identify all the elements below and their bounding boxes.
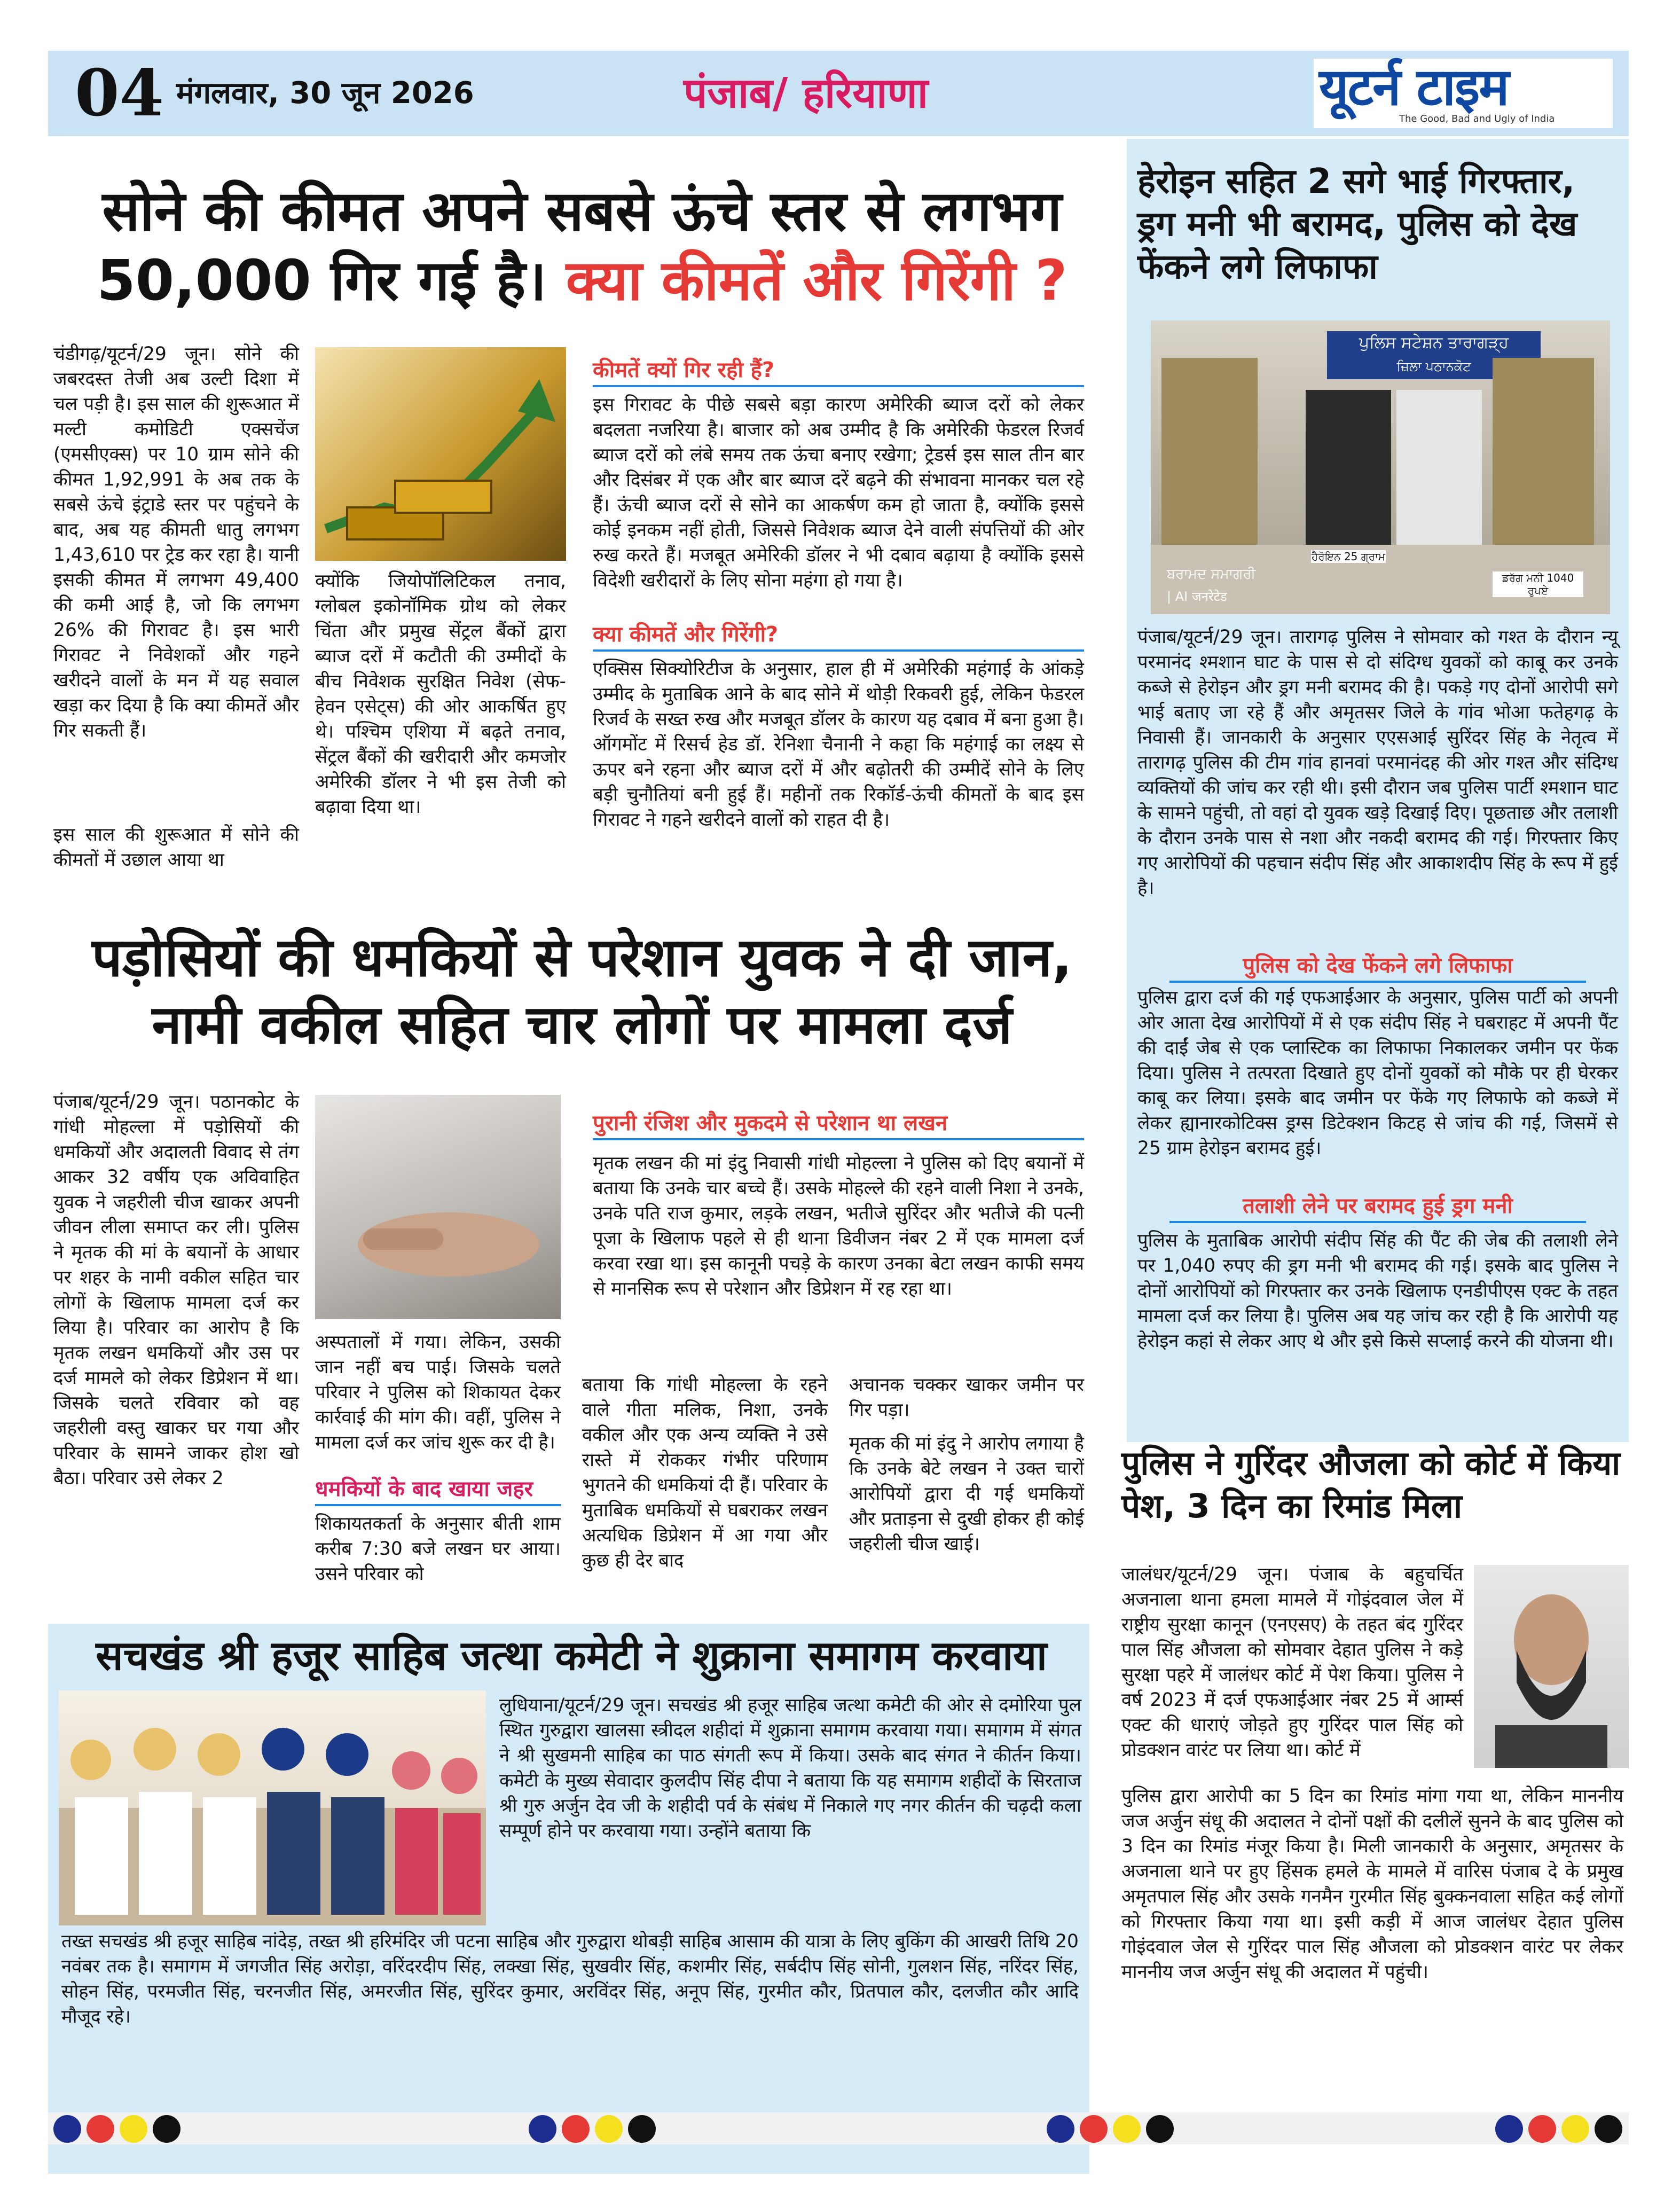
sachkhand-para1: लुधियाना/यूटर्न/29 जून। सचखंड श्री हजूर साहिब जत्था कमेटी की ओर से दमोरिया पुल स्थित गुरुद्वारा खालसा स्त्रीदल शहीदां में शुक्राना समागम करवाया गया। समागम में संगत ने श्री सुखमनी साहिब का पाठ संगती रूप में किया। उसके बाद संगत ने कीर्तन किया। कमेटी के मुख्य सेवादार कुलदीप सिंह दीपा ने बताया कि यह समागम शहीदों के सिरताज श्री गुरु अर्जुन देव जी के शहीदी पर्व के संबंध में निकाले गए नगर कीर्तन की चढ़दी कला सम्पूर्ण होने पर करवाया गया। उन्होंने बताया कि <box>499 1695 1081 1842</box>
heroin-para2: पुलिस द्वारा दर्ज की गई एफआईआर के अनुसार, पुलिस पार्टी को अपनी ओर आता देख आरोपियों में से एक संदीप सिंह ने घबराहट में अपनी पैंट की दाईं जेब से एक प्लास्टिक का लिफाफा निकालकर जमीन पर फेंक दिया। पुलिस ने तत्परता दिखाते हुए दोनों युवकों को मौके पर ही घेरकर काबू कर लिया। इसके बाद जमीन पर फेंके गए लिफाफे को कब्जे में लेकर ह्यानारकोटिक्स ड्रग्स डिटेक्शन किटह से जांच की गई, जिसमें से 25 ग्राम हेरोइन बरामद हुई। <box>1137 987 1618 1159</box>
heroin-sub2: तलाशी लेने पर बरामद हुई ड्रग मनी <box>1169 1191 1586 1223</box>
accused-1 <box>1306 390 1391 550</box>
blue-dot-icon <box>53 2115 81 2143</box>
neighbor-headline-line2: नामी वकील सहित चार लोगों पर मामला दर्ज <box>152 993 1012 1056</box>
neighbor-col2: अस्पतालों में गया। लेकिन, उसकी जान नहीं बच पाई। जिसके चलते परिवार ने पुलिस को शिकायत देकर कार्रवाई की मांग की। वहीं, पुलिस ने मामला दर्ज कर जांच शुरू कर दी है। <box>315 1332 561 1453</box>
portrait-icon <box>1474 1565 1629 1768</box>
accused-2 <box>1396 390 1482 550</box>
yellow-dot-icon <box>1113 2115 1141 2143</box>
red-dot-icon <box>87 2115 114 2143</box>
photo-label-heroin: ਹੈਰੋਇਨ 25 ਗ੍ਰਾਮ <box>1312 550 1385 563</box>
black-dot-icon <box>1146 2115 1174 2143</box>
neighbor-sub-old: पुरानी रंजिश और मुकदमे से परेशान था लखन <box>593 1108 1084 1140</box>
sangat-group-photo <box>59 1690 486 1925</box>
section-title: पंजाब/ हरियाणा <box>684 69 929 118</box>
neighbor-col2b: शिकायतकर्ता के अनुसार बीती शाम करीब 7:30 बजे लखन घर आया। उसने परिवार को <box>315 1513 561 1585</box>
aujla-portrait-photo <box>1474 1565 1629 1768</box>
gold-headline-line2-wrap <box>48 246 1116 315</box>
gold-headline-line1: सोने की कीमत अपने सबसे ऊंचे स्तर से लगभग <box>102 178 1062 244</box>
red-dot-icon <box>1528 2115 1556 2143</box>
police-board-title: ਪੁਲਿਸ ਸਟੇਸ਼ਨ ਤਾਰਾਗੜ੍ਹ <box>1359 333 1509 352</box>
registration-dots-center <box>529 2115 689 2152</box>
gold-sub-why: कीमतें क्यों गिर रही हैं? <box>593 355 1084 387</box>
photo-label-money: ਡਰੱਗ ਮਨੀ 1040 ਰੁਪਏ <box>1493 571 1583 597</box>
neighbor-col1: पंजाब/यूटर्न/29 जून। पठानकोट के गांधी मोहल्ला में पड़ोसियों की धमकियों और अदालती विवाद से तंग आकर 32 वर्षीय एक अविवाहित युवक ने जहरीली चीज खाकर अपनी जीवन लीला समाप्त कर ली। पुलिस ने मृतक की मां के बयानों के आधार पर शहर के नामी वकील सहित चार लोगों के खिलाफ मामला दर्ज कर लिया है। परिवार का आरोप है कि मृतक लखन धमकियों और उस पर दर्ज मामले को लेकर डिप्रेशन में था। जिसके चलते रविवार को वह जहरीली वस्तु खाकर घर गया और परिवार के सामने जाकर होश खो बैठा। परिवार उसे लेकर 2 <box>53 1091 299 1489</box>
heroin-para1: पंजाब/यूटर्न/29 जून। तारागढ़ पुलिस ने सोमवार को गश्त के दौरान न्यू परमानंद श्मशान घाट के पास से दो संदिग्ध युवकों को काबू कर उनके कब्जे से हेरोइन और ड्रग मनी बरामद की है। पकड़े गए दोनों आरोपी सगे भाई बताए जा रहे हैं और अमृतसर जिले के गांव भोआ फतेहगढ़ के निवासी हैं। जानकारी के अनुसार एएसआई सुरिंदर सिंह के नेतृत्व में तारागढ़ पुलिस की टीम गांव हानवां परमानंदह की ओर गश्त और संदिग्ध व्यक्तियों की जांच कर रही थी। इसी दौरान जब पुलिस पार्टी श्मशान घाट के सामने पहुंची, तो वहां दो युवक खड़े दिखाई दिए। पूछताछ और तलाशी के दौरान उनके पास से नशा और नकदी बरामद की गई। गिरफ्तार किए गए आरोपियों की पहचान संदीप सिंह और आकाशदीप सिंह के रूप में हुई है। <box>1137 626 1618 899</box>
registration-dots-left <box>53 2115 214 2152</box>
gold-headline <box>48 176 1116 315</box>
heroin-sub1: पुलिस को देख फेंकने लगे लिफाफा <box>1169 951 1586 983</box>
photo-label-seized: ਬਰਾਮਦ ਸਮਾਗਰੀ <box>1167 566 1256 582</box>
blue-dot-icon <box>1047 2115 1074 2143</box>
logo-tagline: The Good, Bad and Ugly of India <box>1399 113 1555 124</box>
registration-dots-right <box>1495 2115 1655 2152</box>
grief-hand-photo <box>315 1095 561 1319</box>
hand-icon <box>315 1095 561 1319</box>
heroin-para3: पुलिस के मुताबिक आरोपी संदीप सिंह की पैंट की जेब की तलाशी लेने पर 1,040 रुपए की ड्रग मनी भी बरामद की गई। इसके बाद पुलिस ने दोनों आरोपियों को गिरफ्तार कर उनके खिलाफ एनडीपीएस एक्ट के तहत मामला दर्ज कर लिया है। पुलिस अब यह जांच कर रही है कि आरोपी यह हेरोइन कहां से लेकर आए थे और इसे किसे सप्लाई करने की योजना थी। <box>1137 1230 1618 1352</box>
gold-sub-more: क्या कीमतें और गिरेंगी? <box>593 620 1084 652</box>
neighbor-headline <box>48 924 1116 1059</box>
aujla-headline: पुलिस ने गुरिंदर औजला को कोर्ट में किया पेश, 3 दिन का रिमांड मिला <box>1121 1444 1621 1525</box>
footer-strip <box>48 2112 1629 2144</box>
issue-date: मंगलवार, 30 जून 2026 <box>176 76 474 111</box>
neighbor-para-old: मृतक लखन की मां इंदु निवासी गांधी मोहल्ला ने पुलिस को दिए बयानों में बताया कि उनके चार बच्चे हैं। उसके मोहल्ले की रहने वाली निशा ने उनके, उनके पति राज कुमार, लड़के लखन, भतीजे सुरिंदर और भतीजे की पत्नी पूजा के खिलाफ पहले से ही थाना डिवीजन नंबर 2 में एक मामला दर्ज करवा रखा था। इस कानूनी पचड़े के कारण उनका बेटा लखन काफी समय से मानसिक रूप से परेशान और डिप्रेशन में रह रहा था। <box>593 1153 1084 1299</box>
photo-ai-label: | AI जनरेटेड <box>1167 589 1227 604</box>
neighbor-col4b: मृतक की मां इंदु ने आरोप लगाया है कि उनके बेटे लखन ने उक्त चारों आरोपियों द्वारा दी गई धमकियों और प्रताड़ना से दुखी होकर ही कोई जहरीली चीज खाई। <box>849 1433 1084 1555</box>
yellow-dot-icon <box>595 2115 623 2143</box>
logo: यूटर्न टाइम <box>1319 57 1509 117</box>
aujla-para1: जालंधर/यूटर्न/29 जून। पंजाब के बहुचर्चित अजनाला थाना हमला मामले में गोइंदवाल जेल में राष्ट्रीय सुरक्षा कानून (एनएसए) के तहत बंद गुरिंदर पाल सिंह औजला को सोमवार देहात पुलिस ने कड़े सुरक्षा पहरे में जालंधर कोर्ट में पेश किया। पुलिस ने वर्ष 2023 में दर्ज एफआईआर नंबर 25 में आर्म्स एक्ट की धाराएं जोड़ते हुए गुरिंदर पाल सिंह को प्रोडक्शन वारंट पर लिया था। कोर्ट में <box>1121 1564 1463 1761</box>
gold-para2: एक्सिस सिक्योरिटीज के अनुसार, हाल ही में अमेरिकी महंगाई के आंकड़े उम्मीद के मुताबिक आने के बाद सोने में थोड़ी रिकवरी हुई, लेकिन फेडरल रिजर्व के सख्त रुख और मजबूत डॉलर के कारण यह दबाव में बना हुआ है। ऑगमोंट में रिसर्च हेड डॉ. रेनिशा चैनानी ने कहा कि महंगाई का लक्ष्य से ऊपर बने रहना और ब्याज दरों में और बढ़ोतरी की उम्मीदें सोने के लिए बड़ी चुनौतियां बनी हुई हैं। महीनों तक रिकॉर्ड-ऊंची कीमतों के बाद इस गिरावट ने गहने खरीदने वालों को राहत दी है। <box>593 659 1084 831</box>
neighbor-col3: बताया कि गांधी मोहल्ला के रहने वाले गीता मलिक, निशा, उनके वकील और एक अन्य व्यक्ति ने उसे रास्ते में रोककर गंभीर परिणाम भुगतने की धमकियां दी हैं। परिवार के मुताबिक धमकियों से घबराकर लखन अत्यधिक डिप्रेशन में आ गया और कुछ ही देर बाद <box>582 1374 828 1571</box>
gold-bars-photo <box>315 347 566 561</box>
blue-dot-icon <box>529 2115 556 2143</box>
gold-col1: चंडीगढ़/यूटर्न/29 जून। सोने की जबरदस्त तेजी अब उल्टी दिशा में चल पड़ी है। इस साल की शुरूआत में मल्टी कमोडिटी एक्सचेंज (एमसीएक्स) पर 10 ग्राम सोने की कीमत 1,92,991 के अब तक के सबसे ऊंचे इंट्राडे स्तर पर पहुंचने के बाद, अब यह कीमती धातु लगभग 1,43,610 पर ट्रेड कर रहा है। यानी इसकी कीमत में लगभग 49,400 की कमी आई है, जो कि लगभग 26% की गिरावट है। इस भारी गिरावट ने निवेशकों और गहने खरीदने वालों के मन में यह सवाल खड़ा कर दिया है कि क्या कीमतें और गिर सकती हैं। <box>53 343 299 741</box>
sachkhand-headline: सचखंड श्री हजूर साहिब जत्था कमेटी ने शुक्राना समागम करवाया <box>96 1632 1047 1679</box>
black-dot-icon <box>153 2115 180 2143</box>
gold-headline-line2: 50,000 गिर गई है। <box>97 248 547 313</box>
neighbor-headline-line1: पड़ोसियों की धमकियों से परेशान युवक ने दी जान, <box>92 926 1072 989</box>
yellow-dot-icon <box>1561 2115 1589 2143</box>
aujla-para2: पुलिस द्वारा आरोपी का 5 दिन का रिमांड मांगा गया था, लेकिन माननीय जज अर्जुन संधू की अदालत ने दोनों पक्षों की दलीलें सुनने के बाद पुलिस को 3 दिन का रिमांड मंजूर किया है। मिली जानकारी के अनुसार, अमृतसर के अजनाला थाने पर हुए हिंसक हमले के मामले में वारिस पंजाब दे के प्रमुख अमृतपाल सिंह और उसके गनमैन गुरमीत सिंह बुक्कनवाला सहित कई लोगों को गिरफ्तार किया गया था। इसी कड़ी में आज जालंधर देहात पुलिस गोइंदवाल जेल से गुरिंदर पाल सिंह औजला को प्रोडक्शन वारंट पर लेकर माननीय जज अर्जुन संधू की अदालत में पहुंची। <box>1121 1785 1623 1983</box>
page-number: 04 <box>75 56 164 131</box>
sachkhand-para2: तख्त सचखंड श्री हजूर साहिब नांदेड़, तख्त श्री हरिमंदिर जी पटना साहिब और गुरुद्वारा थोबड़ी साहिब आसाम की यात्रा के लिए बुकिंग की आखरी तिथि 20 नवंबर तक है। समागम में जगजीत सिंह अरोड़ा, वरिंदरदीप सिंह, लक्खा सिंह, सुखवीर सिंह, कशमीर सिंह, सर्बदीप सिंह सोनी, गुलशन सिंह, नरिंदर सिंह, सोहन सिंह, परमजीत सिंह, चरनजीत सिंह, अमरजीत सिंह, सुरिंदर कुमार, अरविंदर सिंह, अनूप सिंह, गुरमीत कौर, प्रितपाल कौर, दलजीत कौर आदि मौजूद रहे। <box>61 1931 1079 2027</box>
gold-headline-question: क्या कीमतें और गिरेंगी ? <box>566 248 1067 313</box>
blue-dot-icon <box>1495 2115 1523 2143</box>
red-dot-icon <box>562 2115 590 2143</box>
black-dot-icon <box>1595 2115 1622 2143</box>
yellow-dot-icon <box>120 2115 147 2143</box>
police-station-photo <box>1151 320 1610 614</box>
neighbor-sub-threat: धमकियों के बाद खाया जहर <box>315 1474 561 1506</box>
black-dot-icon <box>628 2115 656 2143</box>
red-dot-icon <box>1080 2115 1108 2143</box>
police-board-sub: ਜ਼ਿਲਾ ਪਠਾਨਕੋਟ <box>1396 359 1471 374</box>
gold-para1: इस गिरावट के पीछे सबसे बड़ा कारण अमेरिकी ब्याज दरों को लेकर बदलता नजरिया है। बाजार को अब उम्मीद है कि अमेरिकी फेडरल रिजर्व ब्याज दरों को लंबे समय तक ऊंचा बनाए रखेगा; ट्रेडर्स इस साल तीन बार और दिसंबर में एक और बार ब्याज दरें बढ़ने की संभावना मानकर चल रहे हैं। ऊंची ब्याज दरों से सोने का आकर्षण कम हो जाता है, क्योंकि इससे कोई इनकम नहीं होती, जिससे निवेशक ब्याज देने वाली संपत्तियों की ओर रुख करते हैं। मजबूत अमेरिकी डॉलर ने भी दबाव बढ़ाया है क्योंकि इससे विदेशी खरीदारों के लिए सोना महंगा हो गया है। <box>593 394 1084 591</box>
neighbor-col4: अचानक चक्कर खाकर जमीन पर गिर पड़ा। <box>849 1374 1084 1421</box>
gold-col2: क्योंकि जियोपॉलिटिकल तनाव, ग्लोबल इकोनॉमिक ग्रोथ को लेकर चिंता और प्रमुख सेंट्रल बैंकों द्वारा ब्याज दरों में कटौती की उम्मीदों के बीच निवेशक सुरक्षित निवेश (सेफ-हेवन एसेट्स) की ओर आकर्षित हुए थे। पश्चिम एशिया में बढ़ते तनाव, सेंट्रल बैंकों की खरीदारी और कमजोर अमेरिकी डॉलर ने भी इस तेजी को बढ़ावा दिया था। <box>315 570 566 818</box>
gold-chart-icon <box>315 347 566 561</box>
gold-col1b: इस साल की शुरूआत में सोने की कीमतों में उछाल आया था <box>53 824 299 871</box>
heroin-headline: हेरोइन सहित 2 सगे भाई गिरफ्तार, ड्रग मनी भी बरामद, पुलिस को देख फेंकने लगे लिफाफा <box>1137 162 1577 287</box>
registration-dots-mid <box>1047 2115 1207 2152</box>
group-icon <box>59 1690 486 1925</box>
